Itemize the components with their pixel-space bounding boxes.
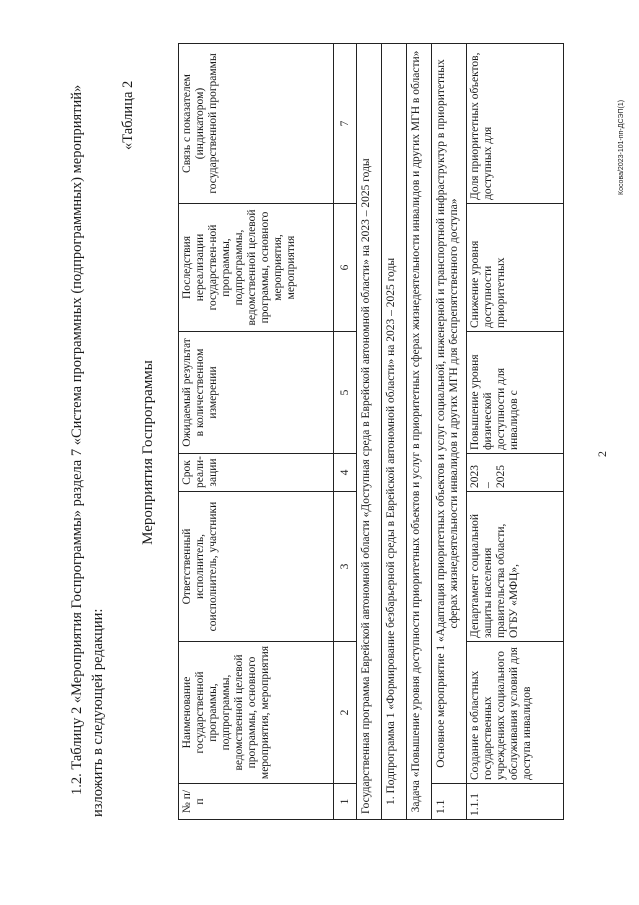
col-number: 6 [334,204,357,332]
col-number: 3 [334,492,357,642]
col-number: 1 [334,784,357,820]
column-numbers-row [334,44,357,820]
main-measure-title: Основное мероприятие 1 «Адаптация приоритетных объектов и услуг социальной, инженерной и транспортной инфраструктур в приоритетных сферах жизнедеятельности инвалидов и других МГН для беспрепятственного доступа» [432,44,467,784]
row-term: 2023 – 2025 [467,454,564,492]
task-title: Задача «Повышение уровня доступности приоритетных объектов и услуг в приоритетных сферах жизнедеятельности инвалидов и других МГН в области» [407,44,432,820]
measures-table [178,43,564,820]
header-num: № п/п [179,784,334,820]
page-number: 2 [595,451,609,457]
table-row [467,44,564,820]
header-term: Срок реали-зации [179,454,334,492]
header-consequence: Последствия нереализации государствен-ной программы, подпрограммы, ведомственной целевой программы, основного мероприятия, мероприятия [179,204,334,332]
table-caption: «Таблица 2 [120,80,136,150]
task-row [407,44,432,820]
row-link: Доля приоритетных объектов, доступных для [467,44,564,204]
col-number: 5 [334,332,357,454]
col-number: 2 [334,642,357,784]
header-result: Ожидаемый результат в количественном измерении [179,332,334,454]
header-name: Наименование государственной программы, подпрограммы, ведомственной целевой программы, основного мероприятия, мероприятия [179,642,334,784]
table-header-row [179,44,334,820]
main-measure-num: 1.1 [432,784,467,820]
intro-paragraph: 1.2. Таблицу 2 «Мероприятия Госпрограммы» раздела 7 «Система программных (подпрограммных) мероприятий» изложить в следующей редакции: [69,84,106,817]
row-num: 1.1.1 [467,784,564,820]
row-executor: Департамент социальной защиты населения правительства области, ОГБУ «МФЦ», [467,492,564,642]
main-measure-row [432,44,467,820]
subprogram-row [382,44,407,820]
table-title: Мероприятия Госпрограммы [140,360,156,545]
row-name: Создание в областных государственных учреждениях социального обслуживания условий для доступа инвалидов [467,642,564,784]
subprogram-title: 1. Подпрограмма 1 «Формирование безбарьерной среды в Еврейской автономной области» на 2023 – 2025 годы [382,44,407,820]
program-title: Государственная программа Еврейской автономной области «Доступная среда в Еврейской автономной области» на 2023 – 2025 годы [357,44,382,820]
row-result: Повышение уровня физической доступности для инвалидов с [467,332,564,454]
document-footer: Косова/2023-101-пп-ДСЭП(1) [618,99,625,195]
header-link: Связь с показателем (индикатором) государственной программы [179,44,334,204]
col-number: 7 [334,44,357,204]
col-number: 4 [334,454,357,492]
row-consequence: Снижение уровня доступности приоритетных [467,204,564,332]
program-row [357,44,382,820]
header-executor: Ответственный исполнитель, соисполнитель, участники [179,492,334,642]
